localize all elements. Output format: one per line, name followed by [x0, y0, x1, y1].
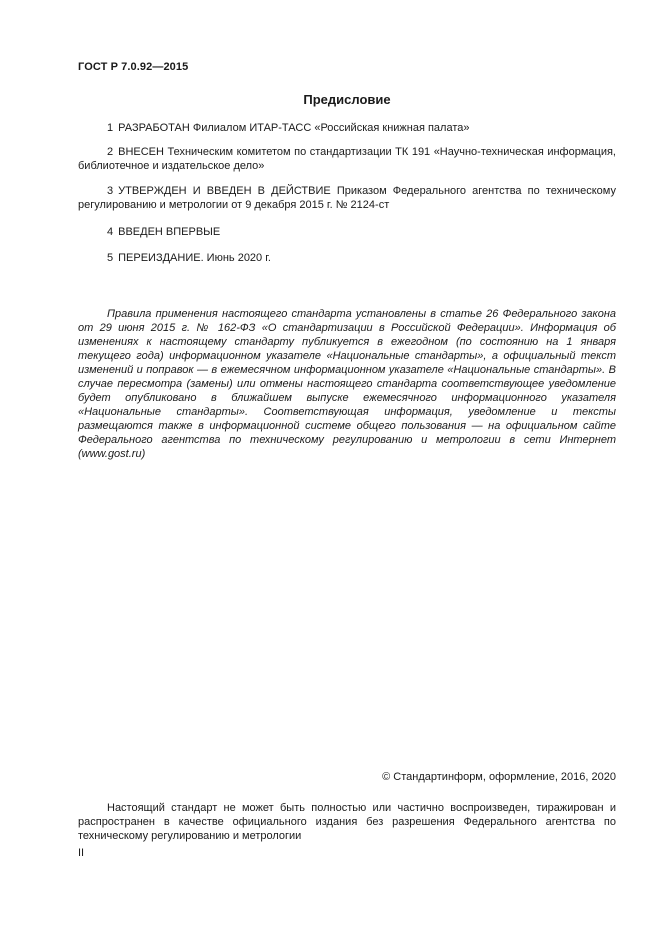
preface-item-4: [78, 225, 616, 239]
preface-item-text: ВНЕСЕН Техническим комитетом по стандартизации ТК 191 «Научно-техническая информация, библиотечное и издательское дело»: [78, 146, 616, 172]
preface-item-1: [78, 121, 616, 135]
preface-item-text: УТВЕРЖДЕН И ВВЕДЕН В ДЕЙСТВИЕ Приказом Федерального агентства по техническому регулированию и метрологии от 9 декабря 2015 г. № 2124-ст: [78, 185, 616, 211]
preface-item-text: ВВЕДЕН ВПЕРВЫЕ: [118, 226, 221, 238]
page-number: II: [78, 847, 85, 859]
preface-item-text: ПЕРЕИЗДАНИЕ. Июнь 2020 г.: [118, 252, 271, 264]
reproduction-note: Настоящий стандарт не может быть полностью или частично воспроизведен, тиражирован и распространен в качестве официального издания без разрешения Федерального агентства по техническому регулированию и метрологии: [78, 802, 616, 842]
application-notice: Правила применения настоящего стандарта установлены в статье 26 Федерального закона от 29 июня 2015 г. № 162-ФЗ «О стандартизации в Российской Федерации». Информация об изменениях к настоящему стандарту публикуется в ежегодном (по состоянию на 1 января текущего года) информационном указателе «Национальные стандарты», а официальный текст изменений и поправок — в ежемесячном информационном указателе «Национальные стандарты». В случае пересмотра (замены) или отмены настоящего стандарта соответствующее уведомление будет опубликовано в ближайшем выпуске ежемесячного информационного указателя «Национальные стандарты». Соответствующая информация, уведомление и тексты размещаются также в информационной системе общего пользования — на официальном сайте Федерального агентства по техническому регулированию и метрологии в сети Интернет (www.gost.ru): [78, 308, 616, 460]
preface-item-number: 2: [107, 146, 114, 158]
preface-item-number: 3: [107, 185, 114, 197]
preface-item-2: [78, 145, 616, 173]
standard-code: ГОСТ Р 7.0.92—2015: [78, 61, 189, 73]
preface-item-number: 5: [107, 252, 114, 264]
preface-item-number: 4: [107, 226, 114, 238]
copyright-line: © Стандартинформ, оформление, 2016, 2020: [382, 771, 616, 783]
preface-item-number: 1: [107, 122, 114, 134]
preface-title: Предисловие: [303, 92, 391, 107]
preface-item-3: [78, 184, 616, 212]
preface-item-5: [78, 251, 616, 265]
preface-item-text: РАЗРАБОТАН Филиалом ИТАР-ТАСС «Российская книжная палата»: [118, 122, 470, 134]
